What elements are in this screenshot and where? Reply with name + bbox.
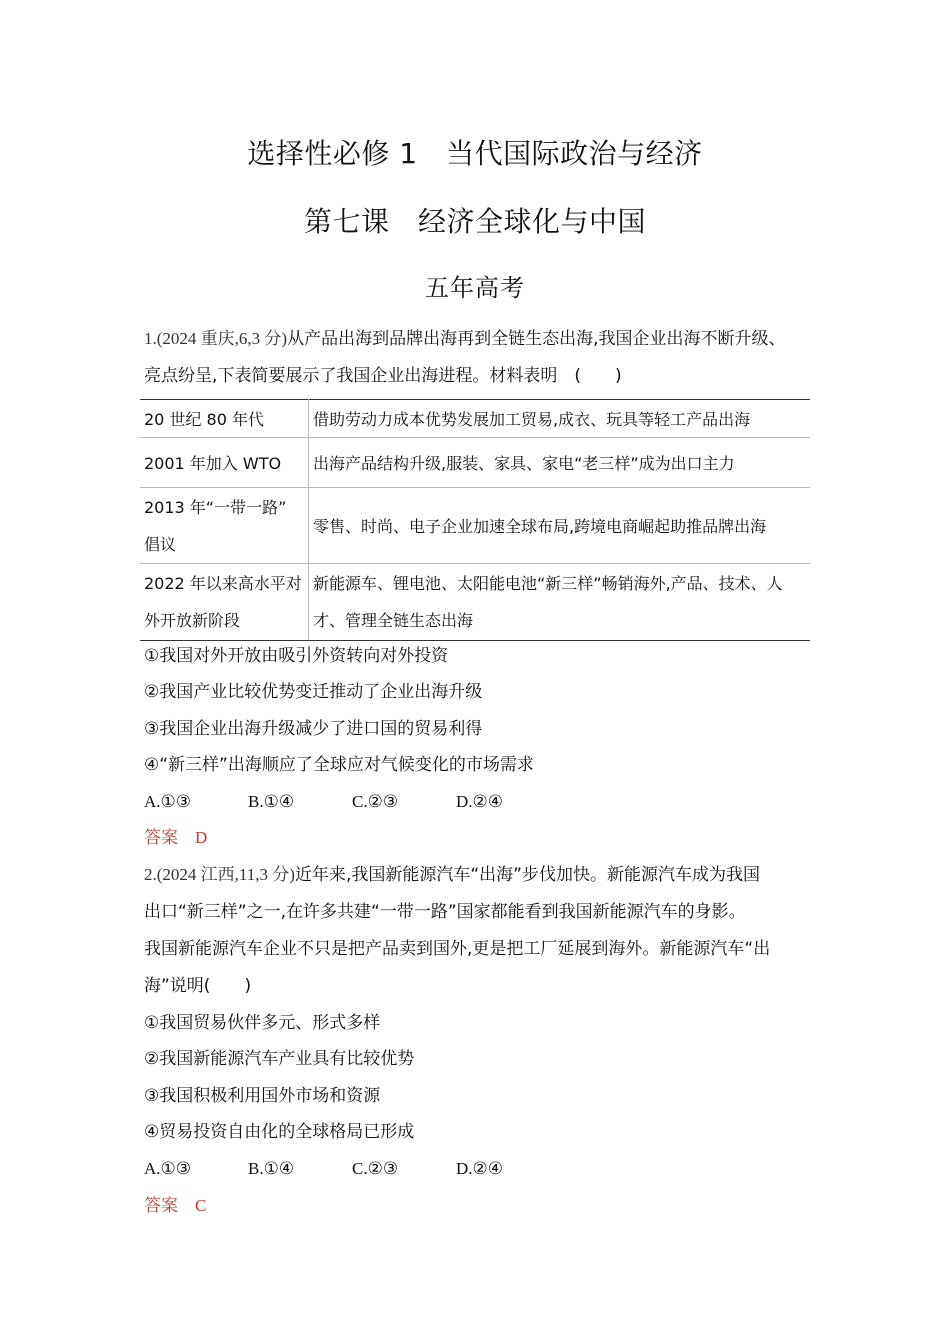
table-cell-period: 20 世纪 80 年代	[140, 400, 309, 438]
q2-statement-4: ④贸易投资自由化的全球格局已形成	[144, 1122, 415, 1142]
q2-statement-3: ③我国积极利用国外市场和资源	[144, 1086, 381, 1106]
q1-answer	[144, 826, 816, 850]
q2-stem-line3: 我国新能源汽车企业不只是把产品卖到国外,更是把工厂延展到海外。新能源汽车“出	[144, 939, 771, 959]
q1-number: 1.	[144, 329, 157, 348]
table-cell-period: 2001 年加入 WTO	[140, 438, 309, 488]
table-cell-period-line2: 倡议	[144, 534, 177, 554]
table-cell-period-line1: 2013 年“一带一路”	[144, 497, 287, 517]
q1-stem-line2: 亮点纷呈,下表简要展示了我国企业出海进程。材料表明 ( )	[144, 366, 622, 386]
table-cell-content-line1: 新能源车、锂电池、太阳能电池“新三样”畅销海外,产品、技术、人	[313, 574, 783, 593]
q1-statement-1: ①我国对外开放由吸引外资转向对外投资	[144, 646, 449, 666]
q2-statement-1: ①我国贸易伙伴多元、形式多样	[144, 1013, 381, 1033]
q2-stem-line2: 出口“新三样”之一,在许多共建“一带一路”国家都能看到我国新能源汽车的身影。	[144, 902, 746, 922]
q1-statement-2: ②我国产业比较优势变迁推动了企业出海升级	[144, 682, 483, 702]
q2-statement-2: ②我国新能源汽车产业具有比较优势	[144, 1049, 415, 1069]
q2-stem-line1	[144, 863, 816, 887]
q1-source: (2024 重庆,6,3 分)	[156, 329, 288, 348]
table-cell-period-line1: 2022 年以来高水平对	[144, 574, 302, 593]
q2-stem-text1: 近年来,我国新能源汽车“出海”步伐加快。新能源汽车成为我国	[294, 865, 760, 885]
q1-option-c: C.②③	[352, 792, 399, 811]
q1-answer-value: D	[195, 828, 208, 847]
q1-statement-3: ③我国企业出海升级减少了进口国的贸易利得	[144, 719, 483, 739]
table-cell-content: 出海产品结构升级,服装、家具、家电“老三样”成为出口主力	[309, 438, 811, 488]
table-cell-period	[140, 488, 309, 564]
q2-option-d: D.②④	[456, 1159, 504, 1178]
q1-option-d: D.②④	[456, 792, 504, 811]
q2-source: (2024 江西,11,3 分)	[156, 865, 295, 884]
q1-option-a: A.①③	[144, 792, 192, 811]
q1-option-b: B.①④	[248, 792, 295, 811]
table-row	[140, 564, 810, 641]
lesson-title: 第七课 经济全球化与中国	[303, 205, 646, 238]
q2-option-c: C.②③	[352, 1159, 399, 1178]
table-cell-content: 零售、时尚、电子企业加速全球布局,跨境电商崛起助推品牌出海	[309, 488, 811, 564]
q2-answer	[144, 1194, 816, 1218]
section-title: 五年高考	[425, 274, 525, 302]
table-row	[140, 400, 810, 438]
q2-options	[144, 1157, 816, 1181]
table-cell-content-line2: 才、管理全链生态出海	[313, 611, 474, 630]
q1-answer-label: 答案	[144, 828, 178, 848]
q1-options	[144, 790, 816, 814]
q1-stem-text1: 从产品出海到品牌出海再到全链生态出海,我国企业出海不断升级、	[287, 329, 786, 349]
table-cell-period-line2: 外开放新阶段	[144, 611, 241, 630]
q2-stem-line4: 海”说明( )	[144, 976, 252, 996]
q2-answer-label: 答案	[144, 1196, 178, 1216]
module-title: 选择性必修 1 当代国际政治与经济	[247, 137, 703, 170]
q2-number: 2.	[144, 865, 157, 884]
q1-statement-4: ④“新三样”出海顺应了全球应对气候变化的市场需求	[144, 755, 534, 775]
q1-stem-line1	[144, 327, 816, 351]
q2-option-b: B.①④	[248, 1159, 295, 1178]
table-cell-content: 借助劳动力成本优势发展加工贸易,成衣、玩具等轻工产品出海	[309, 400, 811, 438]
table-cell-content	[309, 564, 811, 641]
q2-option-a: A.①③	[144, 1159, 192, 1178]
table-row	[140, 438, 810, 488]
table-row	[140, 488, 810, 564]
q1-table	[140, 399, 810, 641]
q2-answer-value: C	[195, 1196, 207, 1215]
table-cell-period	[140, 564, 309, 641]
